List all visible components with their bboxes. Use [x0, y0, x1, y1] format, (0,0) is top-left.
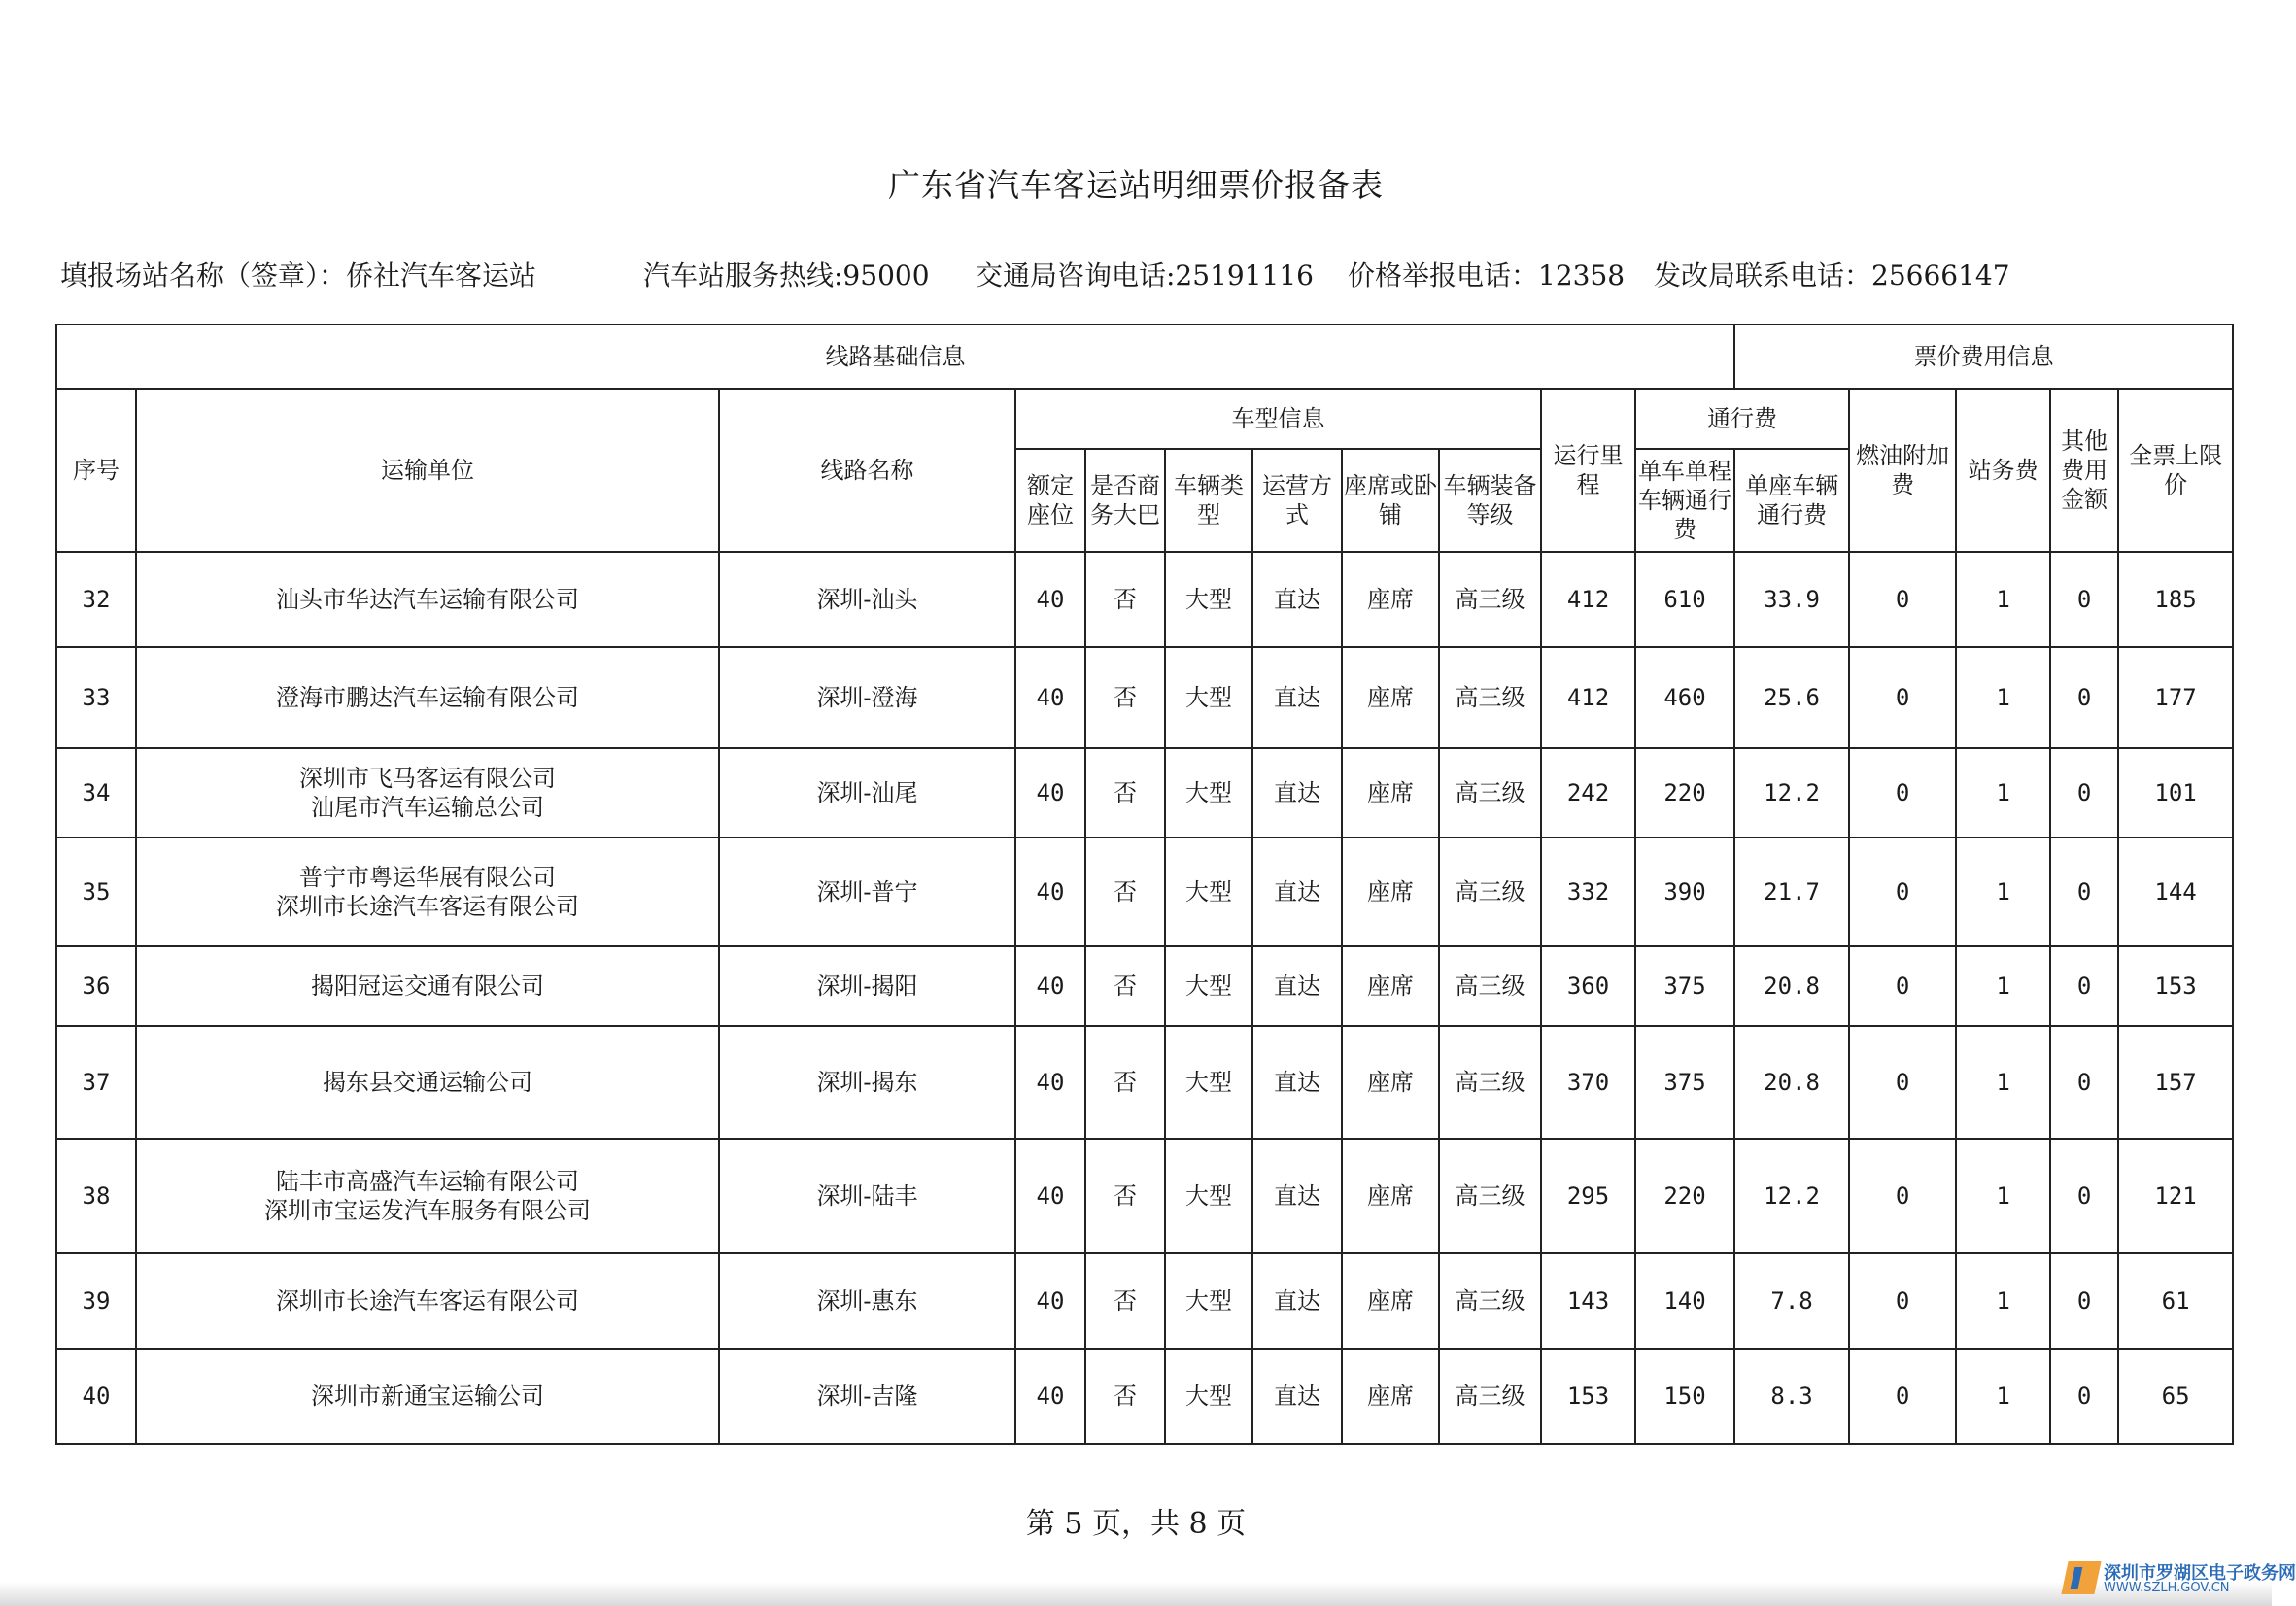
cell-max-price: 185	[2118, 552, 2233, 647]
cell-station-fee: 1	[1956, 946, 2050, 1026]
cell-seq: 39	[56, 1253, 136, 1349]
table-row	[56, 552, 2233, 647]
col-station-fee: 站务费	[1956, 389, 2050, 552]
cell-mileage: 370	[1541, 1026, 1635, 1139]
cell-fuel: 0	[1849, 1139, 1956, 1253]
cell-equipment: 高三级	[1439, 1349, 1541, 1444]
cell-carrier	[136, 552, 719, 647]
cell-seat-sleeper: 座席	[1342, 1349, 1439, 1444]
lh-logo-icon	[2061, 1561, 2101, 1594]
cell-vehicle-type: 大型	[1165, 1139, 1252, 1253]
cell-business: 否	[1085, 1349, 1165, 1444]
col-other: 其他费用金额	[2050, 389, 2118, 552]
table-row	[56, 837, 2233, 946]
table-body	[56, 552, 2233, 1444]
station-name: 填报场站名称（签章）：侨社汽车客运站	[60, 259, 537, 291]
cell-vehicle-type: 大型	[1165, 748, 1252, 837]
col-fuel: 燃油附加费	[1849, 389, 1956, 552]
col-vehicle-type: 车辆类型	[1165, 449, 1252, 552]
cell-toll-vehicle: 460	[1635, 647, 1734, 748]
cell-mileage: 242	[1541, 748, 1635, 837]
fare-table	[55, 324, 2234, 1445]
table-row	[56, 1026, 2233, 1139]
cell-carrier	[136, 837, 719, 946]
cell-seat-sleeper: 座席	[1342, 748, 1439, 837]
cell-vehicle-type: 大型	[1165, 647, 1252, 748]
cell-seat-sleeper: 座席	[1342, 1139, 1439, 1253]
cell-business: 否	[1085, 647, 1165, 748]
page-number: 第 5 页，共 8 页	[1025, 1507, 1247, 1541]
cell-seat-sleeper: 座席	[1342, 647, 1439, 748]
cell-seq: 40	[56, 1349, 136, 1444]
cell-seats: 40	[1015, 837, 1085, 946]
cell-route: 深圳-揭东	[719, 1026, 1015, 1139]
cell-operation: 直达	[1252, 1139, 1342, 1253]
cell-toll-vehicle: 390	[1635, 837, 1734, 946]
cell-mileage: 143	[1541, 1253, 1635, 1349]
col-toll-seat: 单座车辆通行费	[1734, 449, 1849, 552]
document-title: 广东省汽车客运站明细票价报备表	[888, 166, 1384, 204]
carrier-line-1: 普宁市粤运华展有限公司	[299, 864, 556, 891]
cell-mileage: 412	[1541, 647, 1635, 748]
cell-seq: 34	[56, 748, 136, 837]
col-toll-group: 通行费	[1635, 389, 1849, 449]
col-toll-vehicle: 单车单程车辆通行费	[1635, 449, 1734, 552]
cell-business: 否	[1085, 837, 1165, 946]
cell-max-price: 153	[2118, 946, 2233, 1026]
cell-seats: 40	[1015, 1026, 1085, 1139]
carrier-line-1: 汕头市华达汽车运输有限公司	[276, 586, 579, 613]
cell-fuel: 0	[1849, 946, 1956, 1026]
cell-vehicle-type: 大型	[1165, 1349, 1252, 1444]
cell-equipment: 高三级	[1439, 647, 1541, 748]
cell-equipment: 高三级	[1439, 1253, 1541, 1349]
cell-max-price: 65	[2118, 1349, 2233, 1444]
cell-operation: 直达	[1252, 1026, 1342, 1139]
table-row	[56, 946, 2233, 1026]
cell-operation: 直达	[1252, 748, 1342, 837]
cell-seats: 40	[1015, 1253, 1085, 1349]
cell-toll-vehicle: 375	[1635, 946, 1734, 1026]
table-row	[56, 1253, 2233, 1349]
table-row	[56, 1139, 2233, 1253]
cell-vehicle-type: 大型	[1165, 837, 1252, 946]
cell-business: 否	[1085, 1253, 1165, 1349]
cell-toll-seat: 8.3	[1734, 1349, 1849, 1444]
cell-seat-sleeper: 座席	[1342, 837, 1439, 946]
cell-business: 否	[1085, 552, 1165, 647]
col-carrier: 运输单位	[136, 389, 719, 552]
cell-other: 0	[2050, 1139, 2118, 1253]
cell-fuel: 0	[1849, 1026, 1956, 1139]
cell-vehicle-type: 大型	[1165, 1253, 1252, 1349]
col-max-price: 全票上限价	[2118, 389, 2233, 552]
table-row	[56, 1349, 2233, 1444]
cell-toll-vehicle: 375	[1635, 1026, 1734, 1139]
cell-toll-vehicle: 150	[1635, 1349, 1734, 1444]
carrier-line-1: 陆丰市高盛汽车运输有限公司	[276, 1168, 579, 1195]
table-row	[56, 748, 2233, 837]
cell-other: 0	[2050, 946, 2118, 1026]
cell-operation: 直达	[1252, 1349, 1342, 1444]
cell-seats: 40	[1015, 647, 1085, 748]
cell-fuel: 0	[1849, 837, 1956, 946]
cell-seq: 35	[56, 837, 136, 946]
cell-toll-vehicle: 140	[1635, 1253, 1734, 1349]
cell-other: 0	[2050, 647, 2118, 748]
cell-max-price: 177	[2118, 647, 2233, 748]
cell-business: 否	[1085, 748, 1165, 837]
cell-toll-seat: 20.8	[1734, 1026, 1849, 1139]
cell-seat-sleeper: 座席	[1342, 552, 1439, 647]
cell-seats: 40	[1015, 1349, 1085, 1444]
cell-fuel: 0	[1849, 748, 1956, 837]
cell-equipment: 高三级	[1439, 748, 1541, 837]
cell-equipment: 高三级	[1439, 552, 1541, 647]
cell-route: 深圳-吉隆	[719, 1349, 1015, 1444]
cell-equipment: 高三级	[1439, 1026, 1541, 1139]
carrier-line-1: 揭阳冠运交通有限公司	[311, 973, 544, 1000]
cell-seq: 38	[56, 1139, 136, 1253]
cell-fuel: 0	[1849, 1349, 1956, 1444]
cell-station-fee: 1	[1956, 837, 2050, 946]
transport-phone: 交通局咨询电话:25191116	[976, 259, 1314, 291]
col-equipment: 车辆装备等级	[1439, 449, 1541, 552]
col-seat-sleeper: 座席或卧铺	[1342, 449, 1439, 552]
cell-route: 深圳-普宁	[719, 837, 1015, 946]
cell-route: 深圳-陆丰	[719, 1139, 1015, 1253]
cell-station-fee: 1	[1956, 647, 2050, 748]
cell-toll-seat: 20.8	[1734, 946, 1849, 1026]
col-mileage: 运行里程	[1541, 389, 1635, 552]
cell-toll-seat: 21.7	[1734, 837, 1849, 946]
reform-phone: 发改局联系电话：25666147	[1654, 259, 2010, 291]
cell-mileage: 153	[1541, 1349, 1635, 1444]
cell-station-fee: 1	[1956, 1026, 2050, 1139]
table-row	[56, 647, 2233, 748]
watermark-name: 深圳市罗湖区电子政务网	[2104, 1563, 2296, 1584]
carrier-line-1: 深圳市新通宝运输公司	[311, 1383, 544, 1410]
group-route-info: 线路基础信息	[56, 325, 1734, 389]
cell-route: 深圳-汕头	[719, 552, 1015, 647]
carrier-line-1: 揭东县交通运输公司	[323, 1069, 532, 1096]
cell-equipment: 高三级	[1439, 1139, 1541, 1253]
col-business: 是否商务大巴	[1085, 449, 1165, 552]
cell-other: 0	[2050, 552, 2118, 647]
cell-max-price: 144	[2118, 837, 2233, 946]
cell-station-fee: 1	[1956, 748, 2050, 837]
cell-other: 0	[2050, 1253, 2118, 1349]
cell-seat-sleeper: 座席	[1342, 1026, 1439, 1139]
cell-route: 深圳-揭阳	[719, 946, 1015, 1026]
cell-seq: 32	[56, 552, 136, 647]
cell-other: 0	[2050, 837, 2118, 946]
cell-max-price: 157	[2118, 1026, 2233, 1139]
cell-carrier	[136, 1253, 719, 1349]
watermark-logo	[2065, 1559, 2296, 1598]
cell-route: 深圳-澄海	[719, 647, 1015, 748]
carrier-line-1: 深圳市长途汽车客运有限公司	[276, 1287, 579, 1315]
cell-business: 否	[1085, 1026, 1165, 1139]
watermark-url: WWW.SZLH.GOV.CN	[2104, 1581, 2230, 1595]
cell-fuel: 0	[1849, 552, 1956, 647]
carrier-line-2: 深圳市宝运发汽车服务有限公司	[264, 1197, 591, 1224]
cell-toll-vehicle: 220	[1635, 748, 1734, 837]
cell-max-price: 121	[2118, 1139, 2233, 1253]
price-report-phone: 价格举报电话：12358	[1348, 259, 1626, 291]
cell-seats: 40	[1015, 748, 1085, 837]
cell-other: 0	[2050, 1349, 2118, 1444]
scan-edge	[0, 1582, 2272, 1606]
cell-carrier	[136, 748, 719, 837]
cell-mileage: 412	[1541, 552, 1635, 647]
carrier-line-1: 深圳市飞马客运有限公司	[299, 765, 556, 792]
cell-fuel: 0	[1849, 647, 1956, 748]
cell-seats: 40	[1015, 1139, 1085, 1253]
cell-toll-seat: 7.8	[1734, 1253, 1849, 1349]
cell-toll-seat: 25.6	[1734, 647, 1849, 748]
carrier-line-2: 深圳市长途汽车客运有限公司	[276, 893, 579, 920]
cell-max-price: 101	[2118, 748, 2233, 837]
cell-toll-vehicle: 610	[1635, 552, 1734, 647]
cell-route: 深圳-汕尾	[719, 748, 1015, 837]
cell-carrier	[136, 1026, 719, 1139]
col-seats: 额定座位	[1015, 449, 1085, 552]
cell-vehicle-type: 大型	[1165, 1026, 1252, 1139]
cell-fuel: 0	[1849, 1253, 1956, 1349]
cell-max-price: 61	[2118, 1253, 2233, 1349]
cell-seq: 36	[56, 946, 136, 1026]
cell-carrier	[136, 647, 719, 748]
cell-operation: 直达	[1252, 1253, 1342, 1349]
cell-mileage: 360	[1541, 946, 1635, 1026]
cell-carrier	[136, 946, 719, 1026]
cell-toll-seat: 12.2	[1734, 748, 1849, 837]
cell-seats: 40	[1015, 946, 1085, 1026]
cell-toll-vehicle: 220	[1635, 1139, 1734, 1253]
cell-carrier	[136, 1139, 719, 1253]
cell-operation: 直达	[1252, 837, 1342, 946]
cell-toll-seat: 33.9	[1734, 552, 1849, 647]
group-fare-info: 票价费用信息	[1734, 325, 2233, 389]
cell-station-fee: 1	[1956, 1253, 2050, 1349]
cell-carrier	[136, 1349, 719, 1444]
station-hotline: 汽车站服务热线:95000	[643, 259, 930, 291]
cell-operation: 直达	[1252, 946, 1342, 1026]
cell-operation: 直达	[1252, 552, 1342, 647]
cell-vehicle-type: 大型	[1165, 552, 1252, 647]
col-operation: 运营方式	[1252, 449, 1342, 552]
cell-business: 否	[1085, 1139, 1165, 1253]
cell-route: 深圳-惠东	[719, 1253, 1015, 1349]
col-vehicle-group: 车型信息	[1015, 389, 1541, 449]
carrier-line-1: 澄海市鹏达汽车运输有限公司	[276, 684, 579, 711]
col-seq: 序号	[56, 389, 136, 552]
cell-seq: 37	[56, 1026, 136, 1139]
cell-other: 0	[2050, 748, 2118, 837]
cell-station-fee: 1	[1956, 1349, 2050, 1444]
cell-vehicle-type: 大型	[1165, 946, 1252, 1026]
cell-mileage: 332	[1541, 837, 1635, 946]
carrier-line-2: 汕尾市汽车运输总公司	[311, 794, 544, 821]
cell-equipment: 高三级	[1439, 946, 1541, 1026]
cell-mileage: 295	[1541, 1139, 1635, 1253]
info-line	[60, 255, 2237, 293]
cell-seat-sleeper: 座席	[1342, 946, 1439, 1026]
cell-business: 否	[1085, 946, 1165, 1026]
cell-seats: 40	[1015, 552, 1085, 647]
cell-other: 0	[2050, 1026, 2118, 1139]
cell-station-fee: 1	[1956, 1139, 2050, 1253]
col-route: 线路名称	[719, 389, 1015, 552]
cell-toll-seat: 12.2	[1734, 1139, 1849, 1253]
cell-operation: 直达	[1252, 647, 1342, 748]
cell-seq: 33	[56, 647, 136, 748]
cell-equipment: 高三级	[1439, 837, 1541, 946]
cell-station-fee: 1	[1956, 552, 2050, 647]
cell-seat-sleeper: 座席	[1342, 1253, 1439, 1349]
